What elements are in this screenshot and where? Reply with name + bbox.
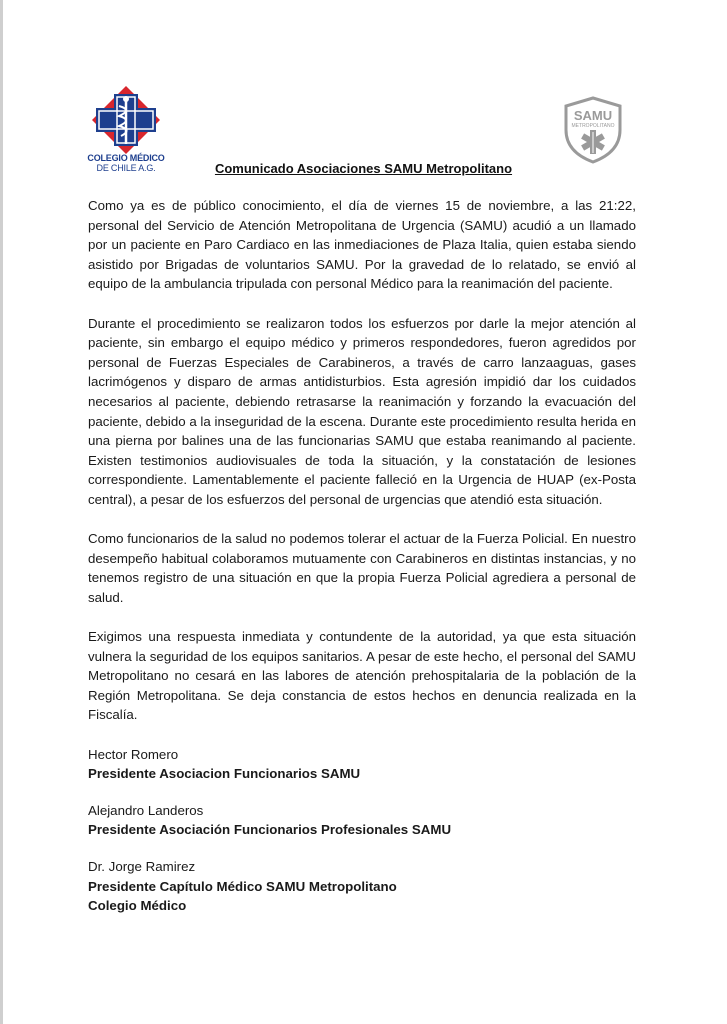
- signature-name: Dr. Jorge Ramirez: [88, 859, 196, 874]
- samu-logo: [562, 96, 624, 164]
- samu-logo-title: SAMU: [573, 108, 613, 123]
- paragraph-1: Como ya es de público conocimiento, el día de viernes 15 de noviembre, a las 21:22, personal del Servicio de Atención Metropolitana de Urgencia (SAMU) acudió a un llamado por un paciente en Paro Cardiaco en las inmediaciones de Plaza Italia, quien estaba siendo asistido por Brigadas de voluntarios SAMU. Por la gravedad de lo relatado, se envió al equipo de la ambulancia tripulada con personal Médico para la reanimación del paciente.: [88, 198, 636, 292]
- logo-text-line2: DE CHILE A.G.: [96, 163, 156, 173]
- paragraph-4: Exigimos una respuesta inmediata y contundente de la autoridad, ya que esta situación vulnera la seguridad de los equipos sanitarios. A pesar de este hecho, el personal del SAMU Metropolitano no cesará en las labores de atención prehospitalaria de la población de la Región Metropolitana. Se deja constancia de estos hechos en denuncia realizada en la Fiscalía.: [88, 629, 636, 723]
- signature-3: [88, 857, 636, 916]
- paragraph-2: Durante el procedimiento se realizaron todos los esfuerzos por darle la mejor atención al paciente, sin embargo el equipo médico y primeros respondedores, fueron agredidos por personal de Fuerzas Especiales de Carabineros, a través de carro lanzaaguas, gases lacrimógenos y disparo de armas antidisturbios. Esta agresión impidió dar los cuidados necesarios al paciente, debiendo retrasarse la reanimación y forzando la evacuación del paciente, debido a la inseguridad de la escena. Durante este procedimiento resulta herida en una pierna por balines una de las funcionarias SAMU que estaba reanimando al paciente. Existen testimonios audiovisuales de toda la situación, y la constatación de lesiones correspondiente. Lamentablemente el paciente falleció en la Urgencia de HUAP (ex-Posta central), a pesar de los esfuerzos del personal de urgencias que atendió esta situación.: [88, 315, 636, 507]
- signature-name: Alejandro Landeros: [88, 802, 204, 818]
- signature-role: Colegio Médico: [88, 898, 187, 914]
- signature-role: Presidente Asociación Funcionarios Profesionales SAMU: [88, 822, 452, 838]
- signature-2: [88, 801, 636, 840]
- signature-name: Hector Romero: [88, 746, 179, 762]
- page-title: Comunicado Asociaciones SAMU Metropolitano: [214, 161, 513, 176]
- paragraph-3: Como funcionarios de la salud no podemos tolerar el actuar de la Fuerza Policial. En nuestro desempeño habitual colaboramos mutuamente con Carabineros en distintas instancias, y no tenemos registro de una situación en que la propia Fuerza Policial agrediera a personal de salud.: [88, 531, 636, 605]
- page-edge: [0, 0, 3, 1024]
- logo-text-line1: COLEGIO MÉDICO: [87, 153, 165, 163]
- signature-1: [88, 745, 636, 784]
- signature-role: Presidente Asociacion Funcionarios SAMU: [88, 766, 361, 782]
- signature-role: Presidente Capítulo Médico SAMU Metropolitano: [88, 878, 397, 894]
- samu-logo-subtitle: METROPOLITANO: [571, 123, 615, 129]
- document-body: [88, 196, 636, 933]
